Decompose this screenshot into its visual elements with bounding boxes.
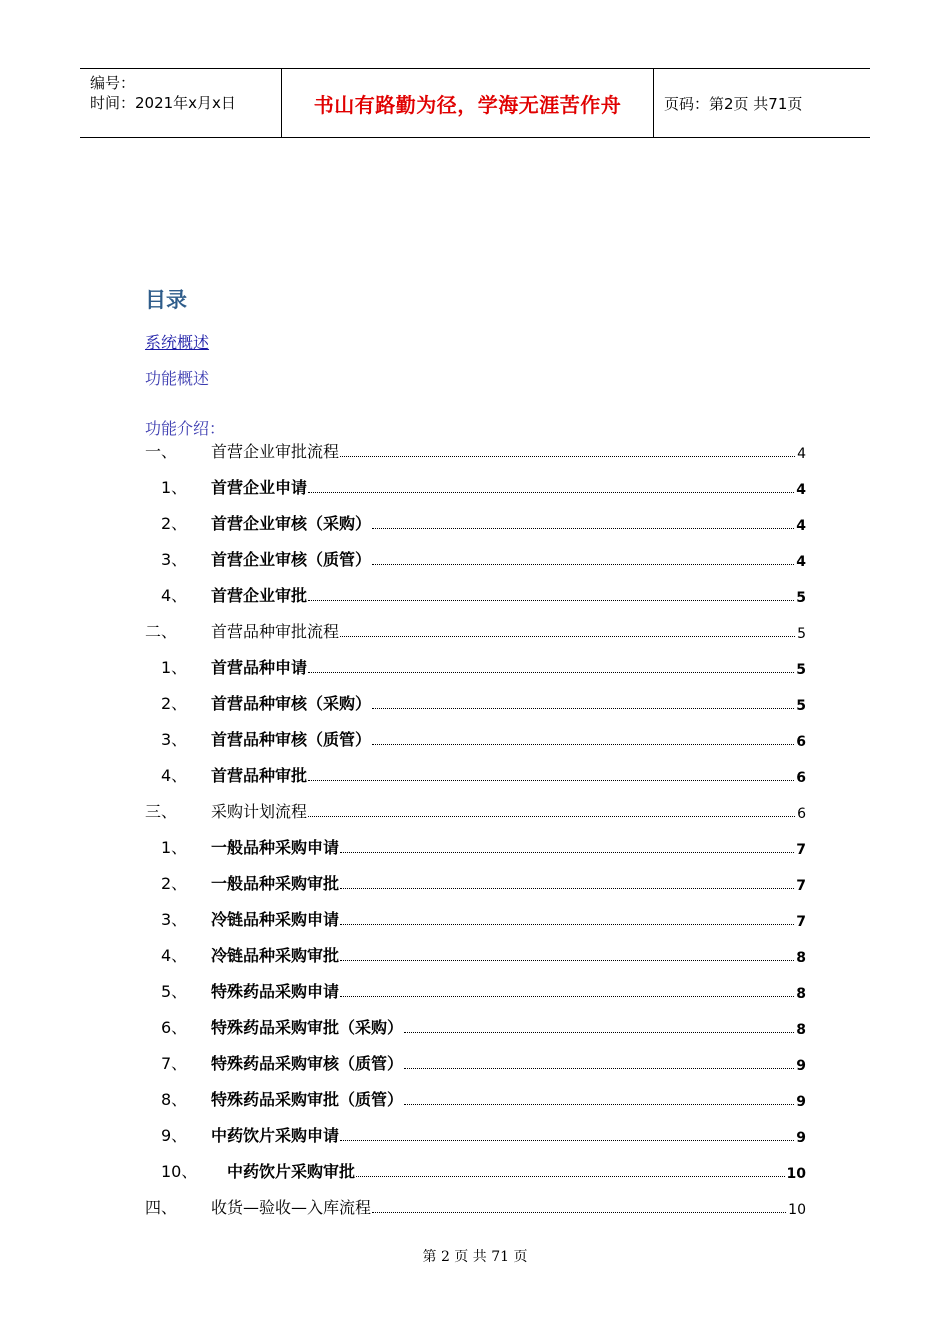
toc-entry-label: 中药饮片采购审批 [227,1162,356,1181]
toc-entry-number: 7、 [161,1054,188,1073]
toc-entry-page: 5 [796,698,806,714]
toc-entry-number: 一、 [145,442,178,461]
toc-entry-page: 10 [786,1166,806,1182]
toc-entry-label: 首营品种审批 [211,766,308,785]
toc-entry-label: 首营品种申请 [211,658,308,677]
toc-entry-number: 5、 [161,982,188,1001]
toc-dot-leader [404,1104,794,1105]
toc-entry[interactable] [145,1014,806,1038]
toc-entry-number: 3、 [161,910,188,929]
toc-entry-number: 3、 [161,730,188,749]
toc-dot-leader [340,636,795,637]
toc-entry-label: 首营企业审核（质管） [211,550,372,569]
toc-entry-label: 一般品种采购审批 [211,874,340,893]
toc-entry[interactable] [145,690,806,714]
toc-entry-label: 首营企业审核（采购） [211,514,372,533]
toc-entry-page: 6 [796,734,806,750]
toc-entry[interactable] [145,798,806,822]
page-footer: 第 2 页 共 71 页 [422,1249,528,1265]
toc-entry[interactable] [145,1086,806,1110]
toc-entry-number: 1、 [161,478,188,497]
toc-dot-leader [356,1176,785,1177]
toc-entry[interactable] [145,834,806,858]
toc-dot-leader [308,492,794,493]
toc-entry-label: 特殊药品采购审批（质管） [211,1090,404,1109]
toc-entry-number: 9、 [161,1126,188,1145]
toc-dot-leader [404,1068,794,1069]
toc-entry-number: 1、 [161,658,188,677]
toc-link-function-overview[interactable]: 功能概述 [145,369,210,388]
toc-entry[interactable] [145,1122,806,1146]
toc-dot-leader [340,852,794,853]
toc-entry-page: 4 [796,482,806,498]
toc-entry-page: 4 [797,446,806,462]
document-header [80,68,870,138]
toc-entry-number: 1、 [161,838,188,857]
toc-entry[interactable] [145,474,806,498]
toc-entry-label: 首营企业申请 [211,478,308,497]
toc-entry-label: 特殊药品采购审核（质管） [211,1054,404,1073]
toc-entry-number: 二、 [145,622,178,641]
toc-entry-number: 8、 [161,1090,188,1109]
header-meta [80,69,281,137]
toc-entry[interactable] [145,1194,806,1218]
toc-entry-page: 4 [796,554,806,570]
toc-entry-label: 一般品种采购申请 [211,838,340,857]
toc-entry[interactable] [145,510,806,534]
toc-entry-number: 三、 [145,802,178,821]
toc-entry-number: 3、 [161,550,188,569]
toc-dot-leader [308,672,794,673]
toc-entry[interactable] [145,1158,806,1182]
toc-dot-leader [404,1032,794,1033]
toc-dot-leader [372,1212,786,1213]
toc-entry[interactable] [145,726,806,750]
toc-entry[interactable] [145,582,806,606]
toc-entry-page: 8 [796,950,806,966]
toc-title: 目录 [145,288,187,312]
toc-entry[interactable] [145,762,806,786]
toc-entry-label: 首营企业审批 [211,586,308,605]
toc-entry[interactable] [145,906,806,930]
toc-entry-number: 4、 [161,766,188,785]
toc-dot-leader [340,456,795,457]
toc-entry-number: 10、 [161,1162,198,1181]
toc-dot-leader [372,744,794,745]
toc-entry-page: 5 [797,626,806,642]
toc-entry-label: 首营品种审核（采购） [211,694,372,713]
toc-entry[interactable] [145,654,806,678]
toc-dot-leader [308,600,794,601]
toc-entry-number: 2、 [161,694,188,713]
header-motto: 书山有路勤为径，学海无涯苦作舟 [281,69,654,137]
toc-dot-leader [308,816,795,817]
toc-entry[interactable] [145,978,806,1002]
toc-entry-label: 冷链品种采购申请 [211,910,340,929]
toc-entry[interactable] [145,546,806,570]
toc-entry-number: 6、 [161,1018,188,1037]
toc-entry-label: 冷链品种采购审批 [211,946,340,965]
toc-dot-leader [340,1140,794,1141]
toc-entry-number: 2、 [161,874,188,893]
toc-entry-number: 2、 [161,514,188,533]
toc-dot-leader [372,528,794,529]
toc-entry-label: 收货—验收—入库流程 [211,1198,372,1217]
time-label: 时间：2021年x月x日 [90,94,236,112]
toc-entry-label: 中药饮片采购申请 [211,1126,340,1145]
toc-entry-page: 5 [796,590,806,606]
toc-entry-page: 5 [796,662,806,678]
toc-entry[interactable] [145,438,806,462]
toc-link-system-overview[interactable]: 系统概述 [145,333,210,352]
toc-entry-page: 7 [796,878,806,894]
toc-entry-label: 特殊药品采购审批（采购） [211,1018,404,1037]
toc-entry-page: 9 [796,1130,806,1146]
toc-entry[interactable] [145,1050,806,1074]
toc-dot-leader [372,708,794,709]
toc-entry-page: 9 [796,1058,806,1074]
toc-dot-leader [340,960,794,961]
number-label: 编号： [90,74,136,92]
toc-entry-label: 首营品种审批流程 [211,622,340,641]
toc-dot-leader [308,780,794,781]
toc-entry-label: 采购计划流程 [211,802,308,821]
toc-entry-label: 首营品种审核（质管） [211,730,372,749]
toc-dot-leader [340,888,794,889]
toc-entry-page: 7 [796,842,806,858]
toc-entry-label: 特殊药品采购申请 [211,982,340,1001]
toc-entry-page: 6 [797,806,806,822]
toc-entry-page: 8 [796,986,806,1002]
toc-entry-label: 首营企业审批流程 [211,442,340,461]
toc-entry[interactable] [145,618,806,642]
toc-entry-page: 4 [796,518,806,534]
toc-entry-number: 四、 [145,1198,178,1217]
toc-dot-leader [340,924,794,925]
toc-function-intro: 功能介绍： [145,419,226,438]
toc-entry[interactable] [145,942,806,966]
toc-entry-page: 8 [796,1022,806,1038]
toc-entry-page: 10 [788,1202,806,1218]
toc-entry-number: 4、 [161,586,188,605]
header-page-info: 页码：第2页 共71页 [664,94,803,113]
toc-entry-page: 7 [796,914,806,930]
toc-dot-leader [372,564,794,565]
toc-entry-page: 6 [796,770,806,786]
toc-entry-page: 9 [796,1094,806,1110]
toc-entry[interactable] [145,870,806,894]
toc-dot-leader [340,996,794,997]
toc-entry-number: 4、 [161,946,188,965]
